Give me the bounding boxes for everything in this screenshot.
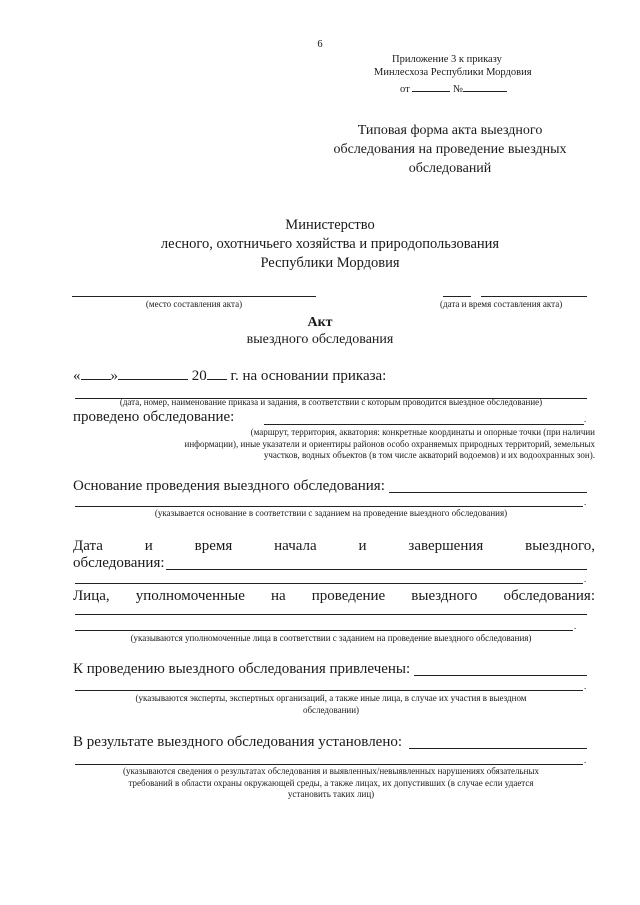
persons-word-6: обследования: bbox=[503, 588, 595, 604]
order-year-blank bbox=[207, 367, 227, 380]
result-caption-line2: требований в области охраны окружающей среды, а также лицах, их допустивших (в случае если удается bbox=[128, 777, 534, 788]
datetime-blank-2 bbox=[75, 583, 583, 584]
result-blank-2 bbox=[75, 764, 583, 765]
appendix-line2: Минлесхоза Республики Мордовия bbox=[374, 66, 532, 78]
datetime-word-3: время bbox=[194, 538, 233, 554]
involved-caption-line2: обследовании) bbox=[302, 704, 360, 715]
persons-blank-2 bbox=[75, 630, 573, 631]
datetime-line2: обследования: bbox=[73, 555, 165, 571]
conducted-caption-line2: информации), иные указатели и ориентиры районов особо охраняемых природных территорий, земельных bbox=[184, 438, 595, 449]
appendix-date-line bbox=[380, 79, 580, 97]
place-line bbox=[72, 296, 316, 297]
datetime-period: . bbox=[584, 574, 587, 584]
involved-blank-1 bbox=[414, 675, 587, 676]
persons-word-2: уполномоченные bbox=[135, 588, 245, 604]
form-title-line3: обследований bbox=[408, 161, 492, 176]
persons-line bbox=[73, 588, 595, 605]
basis-caption: (указывается основание в соответствии с заданием на проведение выездного обследования) bbox=[154, 508, 508, 518]
datetime-line1 bbox=[73, 538, 595, 555]
datetime-blank-1 bbox=[166, 569, 587, 570]
datetime-word-2: и bbox=[144, 538, 153, 554]
conducted-period: . bbox=[584, 414, 587, 424]
persons-word-5: выездного bbox=[411, 588, 478, 604]
datetime-word-4: начала bbox=[274, 538, 317, 554]
involved-label: К проведению выездного обследования привлечены: bbox=[73, 661, 411, 677]
form-title bbox=[320, 121, 580, 178]
datetime-word-5: и bbox=[358, 538, 367, 554]
result-label: В результате выездного обследования установлено: bbox=[73, 734, 403, 750]
persons-word-1: Лица, bbox=[73, 588, 110, 604]
order-text: г. на основании приказа: bbox=[230, 368, 387, 384]
order-day-blank bbox=[81, 367, 111, 380]
involved-caption-line1: (указываются эксперты, экспертных организаций, а также иные лица, в случае их участия в выездном bbox=[135, 693, 527, 703]
ministry-line1: Министерство bbox=[285, 217, 375, 233]
date-caption: (дата и время составления акта) bbox=[440, 299, 563, 309]
appendix-from: от bbox=[400, 84, 410, 95]
page-number: 6 bbox=[317, 39, 323, 50]
act-title: Акт bbox=[307, 315, 333, 330]
basis-period: . bbox=[584, 497, 587, 507]
appendix-number-blank bbox=[463, 79, 507, 92]
conducted-blank bbox=[264, 424, 584, 425]
involved-blank-2 bbox=[75, 690, 583, 691]
conducted-caption-line3: участков, водных объектов (в том числе акваторий водоемов) и их водоохранных зон). bbox=[263, 450, 595, 460]
appendix-number-sign: № bbox=[452, 84, 463, 95]
form-title-line2: обследования на проведение выездных bbox=[333, 142, 567, 157]
basis-blank-1 bbox=[389, 492, 587, 493]
appendix-date-blank bbox=[412, 79, 450, 92]
basis-blank-2 bbox=[75, 506, 583, 507]
result-caption-line3: установить таких лиц) bbox=[287, 789, 375, 799]
ministry-line3: Республики Мордовия bbox=[260, 255, 400, 271]
ministry-header bbox=[120, 216, 540, 273]
result-caption-line1: (указываются сведения о результатах обследования и выявленных/невыявленных нарушениях обязательных bbox=[123, 766, 539, 776]
involved-caption bbox=[75, 693, 587, 716]
conducted-caption bbox=[75, 427, 595, 462]
datetime-word-1: Дата bbox=[73, 538, 103, 554]
date-line-a bbox=[443, 296, 471, 297]
datetime-word-6: завершения bbox=[408, 538, 484, 554]
datetime-word-7: выездного, bbox=[525, 538, 595, 554]
result-period: . bbox=[584, 755, 587, 765]
order-month-blank bbox=[118, 367, 188, 380]
act-subtitle: выездного обследования bbox=[246, 332, 394, 347]
ministry-line2: лесного, охотничьего хозяйства и природопользования bbox=[160, 236, 500, 252]
persons-period: . bbox=[574, 621, 577, 631]
persons-blank-1 bbox=[75, 614, 587, 615]
basis-label: Основание проведения выездного обследования: bbox=[73, 478, 385, 494]
appendix-line1: Приложение 3 к приказу bbox=[392, 54, 502, 65]
order-quote-open: « bbox=[73, 368, 81, 384]
date-line-b bbox=[481, 296, 587, 297]
place-caption: (место составления акта) bbox=[145, 299, 243, 309]
conducted-label: проведено обследование: bbox=[73, 409, 235, 425]
order-quote-close: » bbox=[110, 368, 118, 384]
conducted-caption-line1: (маршрут, территория, акватория: конкретные координаты и опорные точки (при наличии bbox=[250, 427, 595, 437]
involved-period: . bbox=[584, 681, 587, 691]
result-blank-1 bbox=[409, 748, 587, 749]
form-title-line1: Типовая форма акта выездного bbox=[357, 123, 543, 138]
order-year-prefix: 20 bbox=[191, 368, 207, 384]
order-line bbox=[73, 367, 593, 385]
appendix-block bbox=[374, 54, 580, 97]
persons-word-3: на bbox=[270, 588, 286, 604]
order-caption: (дата, номер, наименование приказа и задания, в соответствии с которым проводится выездное обследование) bbox=[119, 397, 543, 407]
persons-caption: (указываются уполномоченные лица в соответствии с заданием на проведение выездного обследования) bbox=[130, 633, 532, 643]
result-caption bbox=[75, 766, 587, 801]
persons-word-4: проведение bbox=[311, 588, 386, 604]
